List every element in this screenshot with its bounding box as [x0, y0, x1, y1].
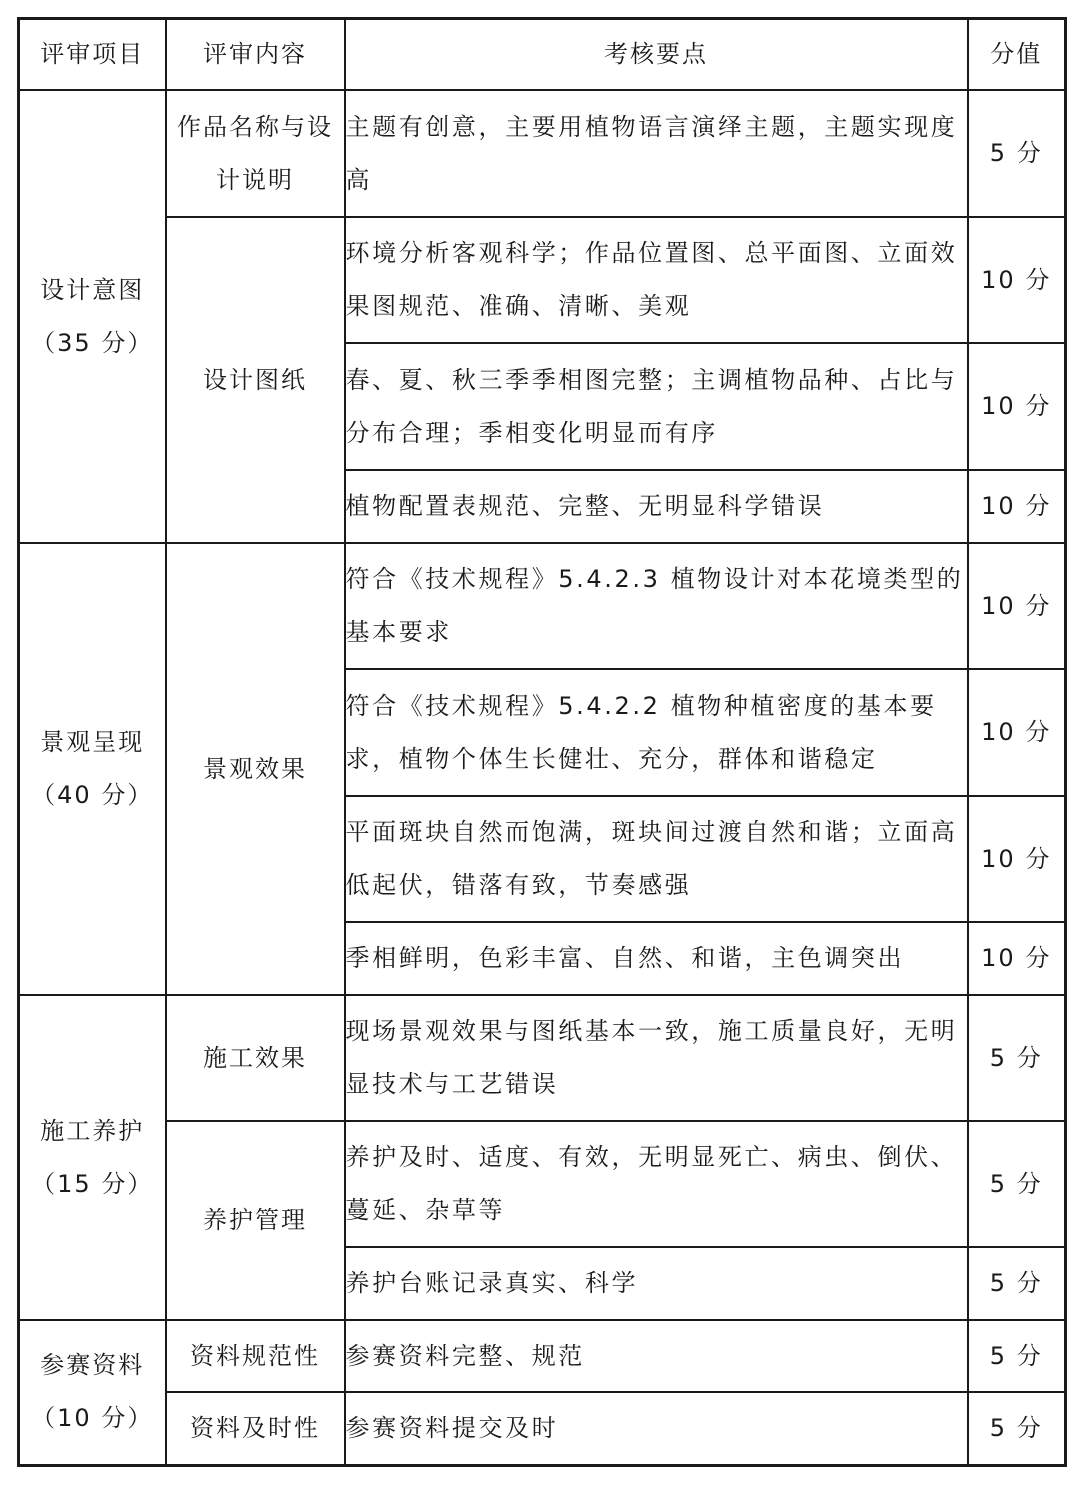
review-item-title: 景观呈现: [40, 728, 145, 756]
review-item-title: 设计意图: [40, 275, 145, 304]
score-value: 10 分: [968, 796, 1066, 922]
score-value: 5 分: [968, 1392, 1066, 1465]
table-row: [19, 543, 1066, 669]
header-score: 分值: [968, 19, 1066, 91]
header-item: 评审项目: [19, 19, 166, 91]
key-point: 环境分析客观科学；作品位置图、总平面图、立面效果图规范、准确、清晰、美观: [345, 217, 968, 343]
key-point: 养护台账记录真实、科学: [345, 1247, 968, 1320]
score-value: 5 分: [968, 1320, 1066, 1392]
table-row: [19, 1392, 1066, 1465]
key-point: 主题有创意，主要用植物语言演绎主题，主题实现度高: [345, 90, 968, 217]
review-item-design-intent: [19, 90, 166, 543]
review-content: 资料及时性: [166, 1392, 345, 1465]
scoring-criteria-table: [17, 17, 1067, 1467]
review-item-total: （35 分）: [31, 328, 154, 357]
score-value: 5 分: [968, 1121, 1066, 1247]
review-item-title: 施工养护: [40, 1116, 145, 1145]
key-point: 符合《技术规程》5.4.2.2 植物种植密度的基本要求，植物个体生长健壮、充分，群体和谐稳定: [345, 669, 968, 796]
review-item-total: （15 分）: [31, 1169, 154, 1198]
review-item-materials: [19, 1320, 166, 1465]
review-content: 养护管理: [166, 1121, 345, 1320]
score-value: 5 分: [968, 1247, 1066, 1320]
key-point: 春、夏、秋三季季相图完整；主调植物品种、占比与分布合理；季相变化明显而有序: [345, 343, 968, 470]
table-row: [19, 217, 1066, 343]
score-value: 10 分: [968, 470, 1066, 543]
score-value: 10 分: [968, 669, 1066, 796]
review-content: 景观效果: [166, 543, 345, 995]
header-key-points: 考核要点: [345, 19, 968, 91]
key-point: 参赛资料提交及时: [345, 1392, 968, 1465]
table-row: [19, 1121, 1066, 1247]
review-content: 施工效果: [166, 995, 345, 1121]
header-content: 评审内容: [166, 19, 345, 91]
table-row: [19, 90, 1066, 217]
key-point: 季相鲜明，色彩丰富、自然、和谐，主色调突出: [345, 922, 968, 995]
score-value: 5 分: [968, 995, 1066, 1121]
review-item-landscape: [19, 543, 166, 995]
review-item-total: （40 分）: [31, 781, 154, 809]
review-content: 资料规范性: [166, 1320, 345, 1392]
key-point: 植物配置表规范、完整、无明显科学错误: [345, 470, 968, 543]
key-point: 养护及时、适度、有效，无明显死亡、病虫、倒伏、蔓延、杂草等: [345, 1121, 968, 1247]
key-point: 平面斑块自然而饱满，斑块间过渡自然和谐；立面高低起伏，错落有致，节奏感强: [345, 796, 968, 922]
table-row: [19, 995, 1066, 1121]
review-item-title: 参赛资料: [40, 1351, 145, 1380]
score-value: 5 分: [968, 90, 1066, 217]
score-value: 10 分: [968, 217, 1066, 343]
table-header-row: [19, 19, 1066, 91]
review-content: 设计图纸: [166, 217, 345, 543]
key-point: 现场景观效果与图纸基本一致，施工质量良好，无明显技术与工艺错误: [345, 995, 968, 1121]
key-point: 参赛资料完整、规范: [345, 1320, 968, 1392]
review-item-construction: [19, 995, 166, 1320]
key-point: 符合《技术规程》5.4.2.3 植物设计对本花境类型的基本要求: [345, 543, 968, 669]
score-value: 10 分: [968, 543, 1066, 669]
review-content: 作品名称与设计说明: [166, 90, 345, 217]
review-item-total: （10 分）: [31, 1404, 154, 1433]
table-row: [19, 1320, 1066, 1392]
score-value: 10 分: [968, 343, 1066, 470]
score-value: 10 分: [968, 922, 1066, 995]
